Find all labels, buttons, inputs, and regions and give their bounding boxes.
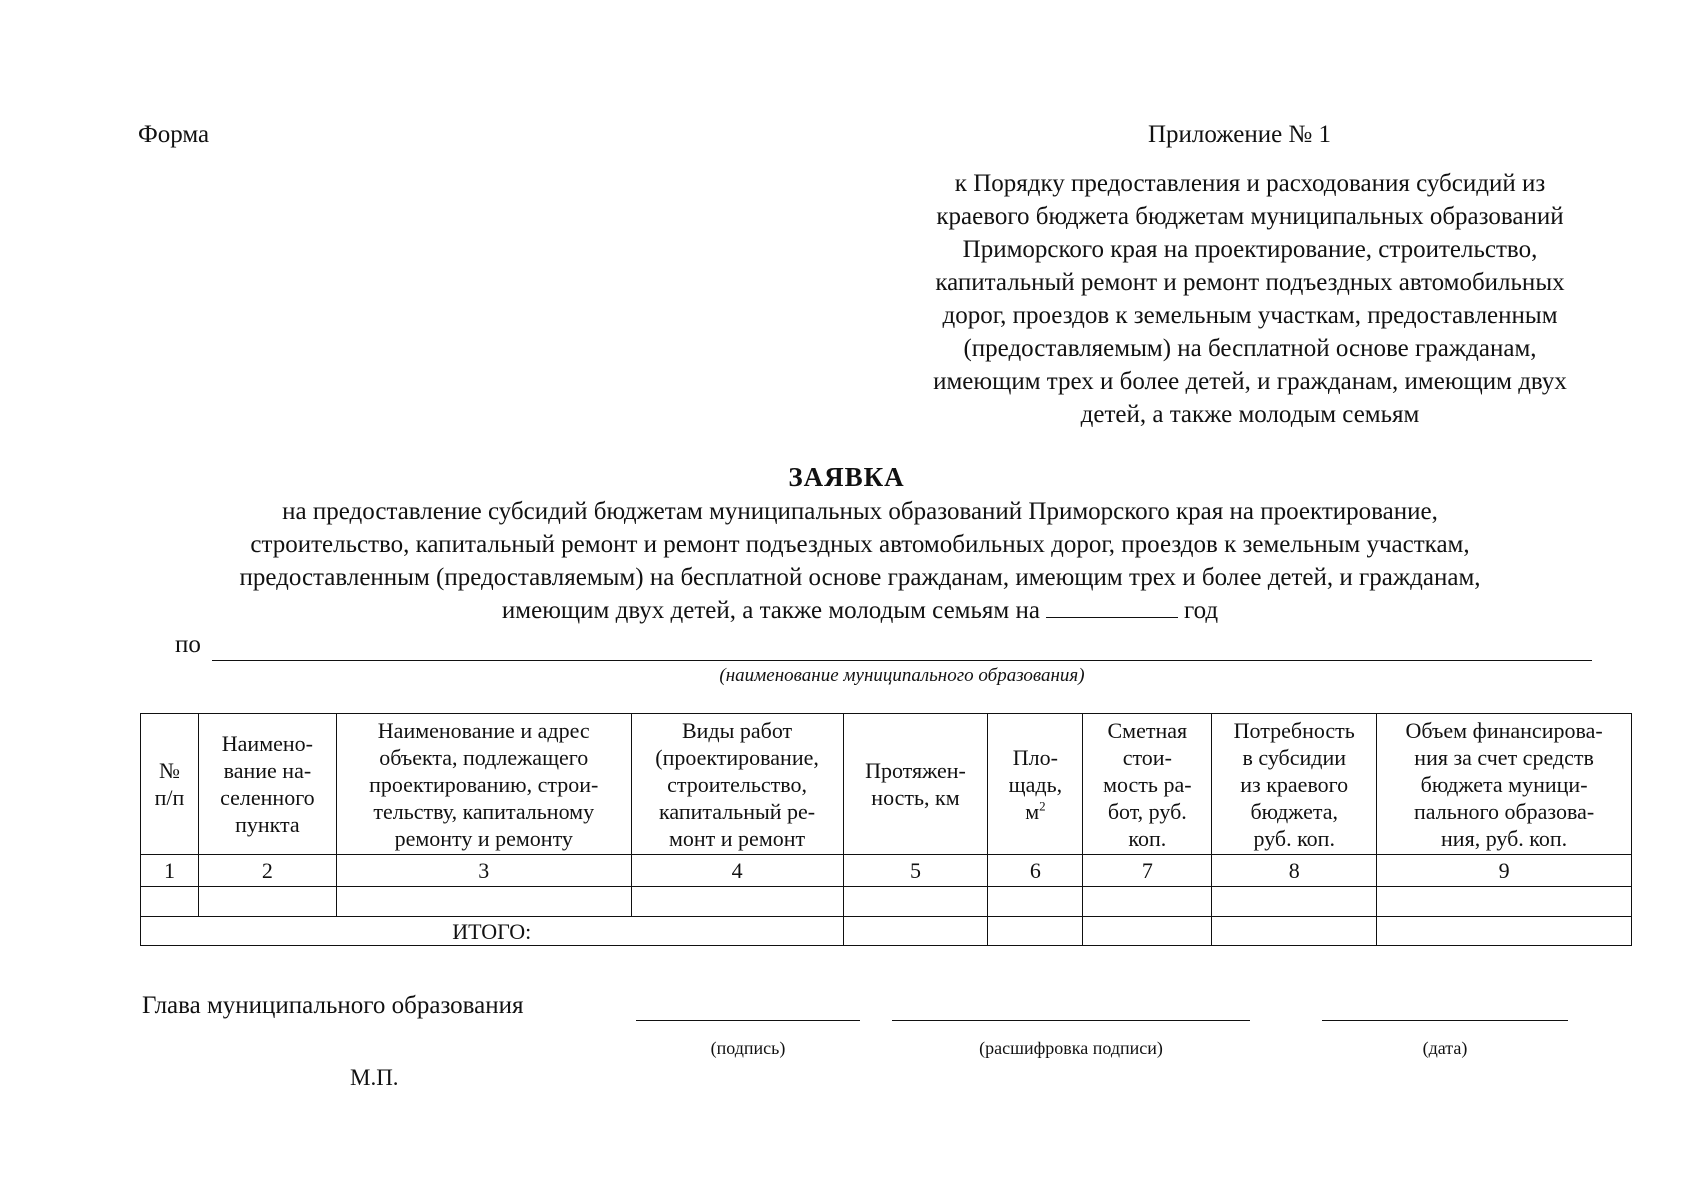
header-cell-length: Протяжен- ность, км	[843, 714, 988, 855]
form-label: Форма	[138, 121, 210, 148]
municipality-name-caption: (наименование муниципального образования)	[719, 665, 1085, 686]
appendix-description	[880, 167, 1620, 431]
column-number: 8	[1212, 855, 1377, 887]
date-caption: (дата)	[1422, 1038, 1468, 1058]
subtitle-line: предоставленным (предоставляемым) на бесплатной основе гражданам, имеющим трех и более детей, и гражданам,	[239, 564, 1481, 591]
appendix-number: Приложение № 1	[1148, 121, 1332, 148]
appendix-line: дорог, проездов к земельным участкам, предоставленным	[942, 302, 1558, 329]
appendix-line: Приморского края на проектирование, строительство,	[962, 236, 1538, 263]
header-cell-area: Пло- щадь, $м^2$	[988, 714, 1083, 855]
column-number: 3	[336, 855, 631, 887]
total-cell[interactable]	[988, 917, 1083, 946]
subtitle-text: имеющим двух детей, а также молодым семьям на	[501, 597, 1040, 624]
table-cell[interactable]	[631, 887, 843, 917]
subtitle-line-last	[150, 594, 1570, 627]
subtitle-line: на предоставление субсидий бюджетам муниципальных образований Приморского края на проектирование,	[282, 498, 1438, 525]
appendix-line: (предоставляемым) на бесплатной основе гражданам,	[963, 335, 1537, 362]
signature-field[interactable]	[636, 1020, 860, 1021]
appendix-line: имеющим трех и более детей, и гражданам, имеющим двух	[933, 368, 1567, 395]
year-label: год	[1183, 597, 1219, 624]
column-number-row	[141, 855, 1632, 887]
table-cell[interactable]	[1212, 887, 1377, 917]
column-number: 2	[198, 855, 336, 887]
column-number: 6	[988, 855, 1083, 887]
table-cell[interactable]	[198, 887, 336, 917]
signature-decoding-caption: (расшифровка подписи)	[979, 1038, 1163, 1058]
document-title: ЗАЯВКА	[788, 462, 905, 492]
table-row	[141, 887, 1632, 917]
header-cell-number: № п/п	[141, 714, 199, 855]
appendix-line: краевого бюджета бюджетам муниципальных образований	[936, 203, 1564, 230]
head-of-municipality-label: Глава муниципального образования	[142, 992, 524, 1019]
signature-decoding-field[interactable]	[892, 1020, 1250, 1021]
table-cell[interactable]	[1377, 887, 1632, 917]
appendix-line: к Порядку предоставления и расходования субсидий из	[954, 170, 1546, 197]
appendix-line: детей, а также молодым семьям	[1080, 401, 1420, 428]
signature-caption: (подпись)	[710, 1038, 786, 1058]
table-cell[interactable]	[336, 887, 631, 917]
area-superscript: 2	[1039, 798, 1046, 814]
po-label: по	[175, 631, 201, 658]
total-row	[141, 917, 1632, 946]
municipality-name-field[interactable]	[212, 660, 1592, 661]
date-field[interactable]	[1322, 1020, 1568, 1021]
header-cell-settlement: Наимено- вание на- селенного пункта	[198, 714, 336, 855]
table-cell[interactable]	[141, 887, 199, 917]
header-cell-work-types: Виды работ (проектирование, строительство, капитальный ре- монт и ремонт	[631, 714, 843, 855]
header-cell-subsidy-need: Потребность в субсидии из краевого бюджета, руб. коп.	[1212, 714, 1377, 855]
total-cell[interactable]	[1212, 917, 1377, 946]
appendix-line: капитальный ремонт и ремонт подъездных автомобильных	[935, 269, 1565, 296]
total-cell[interactable]	[1083, 917, 1212, 946]
table-cell[interactable]	[843, 887, 988, 917]
total-cell[interactable]	[843, 917, 988, 946]
header-cell-municipal-funding: Объем финансирова- ния за счет средств бюджета муници- пального образова- ния, руб. коп.	[1377, 714, 1632, 855]
column-number: 7	[1083, 855, 1212, 887]
table-cell[interactable]	[988, 887, 1083, 917]
total-label: ИТОГО:	[141, 917, 844, 946]
table-header-row	[141, 714, 1632, 855]
column-number: 4	[631, 855, 843, 887]
column-number: 1	[141, 855, 199, 887]
total-cell[interactable]	[1377, 917, 1632, 946]
column-number: 5	[843, 855, 988, 887]
subtitle-line: строительство, капитальный ремонт и ремонт подъездных автомобильных дорог, проездов к земельным участкам,	[250, 531, 1470, 558]
document-subtitle	[150, 495, 1570, 627]
year-field[interactable]	[1046, 595, 1178, 618]
header-cell-object: Наименование и адрес объекта, подлежащего проектированию, строи- тельству, капитальному ремонту и ремонту	[336, 714, 631, 855]
table-cell[interactable]	[1083, 887, 1212, 917]
application-table	[140, 713, 1632, 946]
header-cell-estimated-cost: Сметная стои- мость ра- бот, руб. коп.	[1083, 714, 1212, 855]
stamp-label: М.П.	[350, 1065, 399, 1090]
column-number: 9	[1377, 855, 1632, 887]
